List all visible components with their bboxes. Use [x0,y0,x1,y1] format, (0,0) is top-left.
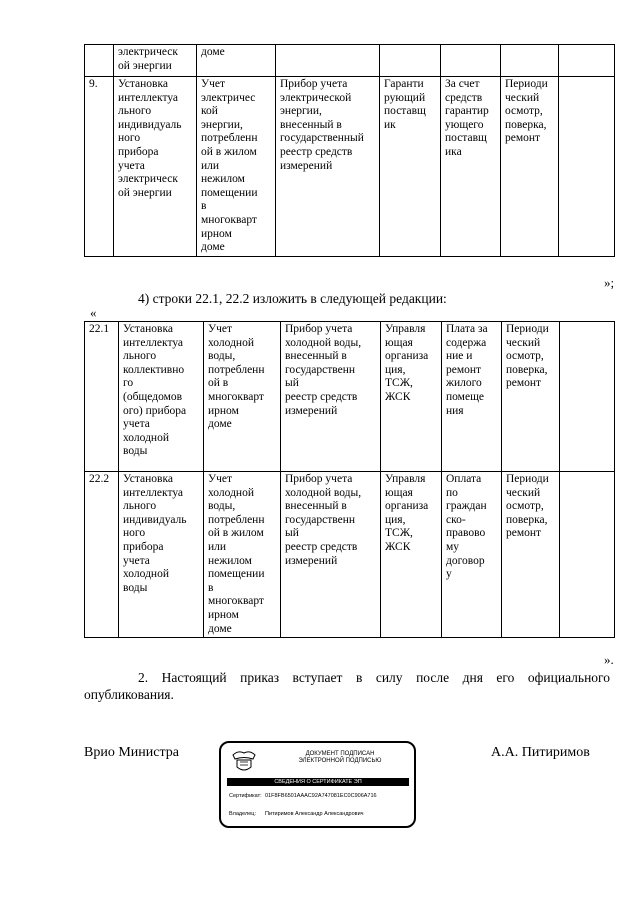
table-cell-col6 [501,77,559,257]
cell-line: ика [445,145,462,158]
table-cell-col7 [559,77,615,257]
cell-line: поверка, [506,363,548,376]
cell-line: внесенный в [285,500,347,513]
cell-line: организа [385,500,429,513]
cell-line: воды [123,581,148,594]
cell-line: государственн [285,363,356,376]
cell-line: ый [285,377,299,390]
cell-line: или [208,540,227,553]
cell-line: нежилом [208,554,252,567]
cell-line: осмотр, [505,105,543,118]
cell-line: учета [123,418,150,431]
table-cell-col5 [442,472,502,638]
stamp-owner-label: Владелец: [229,811,256,817]
cell-line: у [446,568,452,581]
row-number-cell: 22.2 [85,472,119,638]
cell-line: ческий [506,486,541,499]
cell-line: Прибор учета [285,323,353,335]
cell-line: граждан [446,500,487,513]
cell-line: холодной [208,336,254,349]
cell-line: измерений [285,554,338,567]
cell-line: договор [446,554,485,567]
cell-line: ЖСК [385,540,411,553]
cell-line: в [208,581,214,594]
cell-line: ирном [201,227,232,240]
cell-line: поверка, [506,513,548,526]
stamp-owner-value: Питиримов Александр Александрович [265,811,364,817]
cell-line: Установка [118,78,168,90]
cell-line: воды, [208,500,236,513]
cell-line: интеллектуа [123,336,184,349]
stamp-cert-row [229,793,377,800]
table-row [85,77,615,257]
cell-line: ция, [385,363,406,376]
cell-line: ция, [385,513,406,526]
cell-line: жилого [446,377,482,390]
table-cell-col2 [204,322,281,472]
cell-line: холодной [123,568,169,581]
cell-line: ющая [385,336,413,349]
cell-line: холодной [123,431,169,444]
table-cell-col6 [502,472,560,638]
cell-line: или [201,159,220,172]
table-row [85,322,615,472]
cell-line: средств [445,91,483,104]
cell-line: ой в [208,377,229,390]
table-cell-col5 [441,77,501,257]
cell-line: воды, [208,350,236,363]
cell-line: гарантир [445,105,489,118]
cell-line: ой энергии [118,186,172,199]
cell-line: учета [123,554,150,567]
cell-line: электричес [201,91,256,104]
cell-line: Учет [201,78,226,90]
cell-line: помеще [446,390,485,403]
opening-quote: « [90,305,97,320]
cell-line: энергии, [201,118,243,131]
cell-line: ческий [505,91,540,104]
cell-line: осмотр, [506,350,544,363]
table-cell-col5 [441,45,501,77]
cell-line: ного [123,527,146,540]
cell-line: помещении [208,568,265,581]
amendment-text: 4) строки 22.1, 22.2 изложить в следующей редакции: [138,291,447,306]
cell-line: энергии, [280,105,322,118]
cell-line: государственн [285,513,356,526]
cell-line: Прибор учета [285,473,353,485]
cell-line: Установка [123,323,173,335]
cell-line: Периоди [506,323,549,335]
cell-line: холодной воды, [285,486,362,499]
cell-line: Установка [123,473,173,485]
cell-line: внесенный в [280,118,342,131]
cell-line: содержа [446,336,487,349]
cell-line: ремонт [505,132,541,145]
table-row [85,472,615,638]
cell-line: многокварт [201,213,257,226]
cell-line: ТСЖ, [385,377,413,390]
cell-line: ремонт [506,377,542,390]
table-cell-col3 [276,77,380,257]
table-cell-col2 [204,472,281,638]
cell-line: коллективно [123,363,185,376]
device-table-amended [84,321,615,638]
table-cell-col1 [114,45,197,77]
row-number-cell: 22.1 [85,322,119,472]
cell-line: ско- [446,513,466,526]
cell-line: холодной [208,486,254,499]
cell-line: Прибор учета [280,78,348,90]
table-cell-col7 [560,472,615,638]
cell-line: индивидуаль [123,513,187,526]
cell-line: му [446,540,460,553]
item-2-text: 2. Настоящий приказ вступает в силу после дня его официального [138,670,610,685]
cell-line: ческий [506,336,541,349]
e-signature-stamp [219,741,416,828]
cell-line: ЖСК [385,390,411,403]
table-cell-col4 [381,322,442,472]
table-cell-col3 [281,322,381,472]
coat-of-arms-icon [229,749,259,775]
table-row [85,45,615,77]
cell-line: ние и [446,350,473,363]
cell-line: Учет [208,323,233,335]
cell-line: ой в жилом [208,527,264,540]
cell-line: льного [123,350,157,363]
cell-line: интеллектуа [123,486,184,499]
cell-line: Периоди [506,473,549,485]
cell-line: Периоди [505,78,548,90]
item-2-text-cont: опубликования. [84,687,174,702]
cell-line: ирном [208,404,239,417]
cell-line: измерений [280,159,333,172]
cell-line: ющая [385,486,413,499]
cell-line: нежилом [201,173,245,186]
table-cell-col4 [380,45,441,77]
closing-quote: ». [604,652,614,667]
stamp-cert-bar: СВЕДЕНИЯ О СЕРТИФИКАТЕ ЭП [227,778,409,786]
cell-line: осмотр, [506,500,544,513]
cell-line: потребленн [201,132,258,145]
cell-line: льного [123,500,157,513]
cell-line: За счет [445,78,480,90]
cell-line: многокварт [208,390,264,403]
row-number-cell: 9. [85,77,114,257]
cell-line: электрической [280,91,352,104]
cell-line: ирном [208,608,239,621]
cell-line: го [123,377,134,390]
cell-line: электрическ [118,173,178,186]
cell-line: организа [385,350,429,363]
cell-line: учета [118,159,145,172]
cell-line: государственный [280,132,364,145]
cell-line: ующего [445,118,484,131]
cell-line: помещении [201,186,258,199]
cell-line: внесенный в [285,350,347,363]
cell-line: поставщ [384,105,426,118]
cell-line: правово [446,527,486,540]
cell-line: потребленн [208,363,265,376]
cell-line: ния [446,404,464,417]
cell-line: Управля [385,323,426,335]
row-number-cell [85,45,114,77]
stamp-owner-row [229,811,364,818]
cell-line: ного [118,132,141,145]
cell-line: индивидуаль [118,118,182,131]
cell-line: в [201,200,207,213]
cell-line: воды [123,445,148,458]
device-table-top [84,44,615,257]
cell-line: доме [208,622,232,635]
cell-line: реестр средств [285,540,358,553]
cell-line: холодной воды, [285,336,362,349]
table-cell-col7 [560,322,615,472]
table-cell-col7 [559,45,615,77]
cell-line: интеллектуа [118,91,179,104]
cell-line: льного [118,105,152,118]
cell-line: измерений [285,404,338,417]
cell-line: электрическ [118,46,178,58]
cell-line: прибора [118,145,159,158]
cell-line: ремонт [506,527,542,540]
cell-line: ой в жилом [201,145,257,158]
cell-line: поверка, [505,118,547,131]
cell-line: ик [384,118,396,131]
cell-line: ой энергии [118,59,172,72]
table-cell-col5 [442,322,502,472]
cell-line: по [446,486,458,499]
cell-line: доме [201,46,225,58]
table-cell-col6 [502,322,560,472]
cell-line: рующий [384,91,426,104]
cell-line: ТСЖ, [385,527,413,540]
cell-line: Гаранти [384,78,424,90]
cell-line: прибора [123,540,164,553]
cell-line: (общедомов [123,390,183,403]
table-cell-col1 [114,77,197,257]
table-cell-col6 [501,45,559,77]
table-cell-col4 [381,472,442,638]
stamp-cert-value: 01F8FB6501AAAC92A747081EC0C906A716 [265,793,377,799]
cell-line: доме [208,418,232,431]
cell-line: потребленн [208,513,265,526]
stamp-header: ДОКУМЕНТ ПОДПИСАН ЭЛЕКТРОННОЙ ПОДПИСЬЮ [298,751,382,764]
cell-line: многокварт [208,595,264,608]
cell-line: реестр средств [280,145,353,158]
table-cell-col3 [281,472,381,638]
cell-line: Оплата [446,473,482,485]
cell-line: Плата за [446,323,488,335]
table-cell-col1 [119,472,204,638]
cell-line: реестр средств [285,390,358,403]
stamp-cert-label: Сертификат: [229,793,262,799]
cell-line: поставщ [445,132,487,145]
table-cell-col3 [276,45,380,77]
table-cell-col1 [119,322,204,472]
closing-quote: »; [604,275,615,290]
signatory-position: Врио Министра [84,745,179,760]
table-cell-col2 [197,77,276,257]
cell-line: ого) прибора [123,404,187,417]
cell-line: доме [201,241,225,254]
signatory-name: А.А. Питиримов [491,745,590,760]
table-cell-col2 [197,45,276,77]
cell-line: кой [201,105,218,118]
cell-line: Учет [208,473,233,485]
cell-line: ый [285,527,299,540]
table-cell-col4 [380,77,441,257]
cell-line: ремонт [446,363,482,376]
cell-line: Управля [385,473,426,485]
